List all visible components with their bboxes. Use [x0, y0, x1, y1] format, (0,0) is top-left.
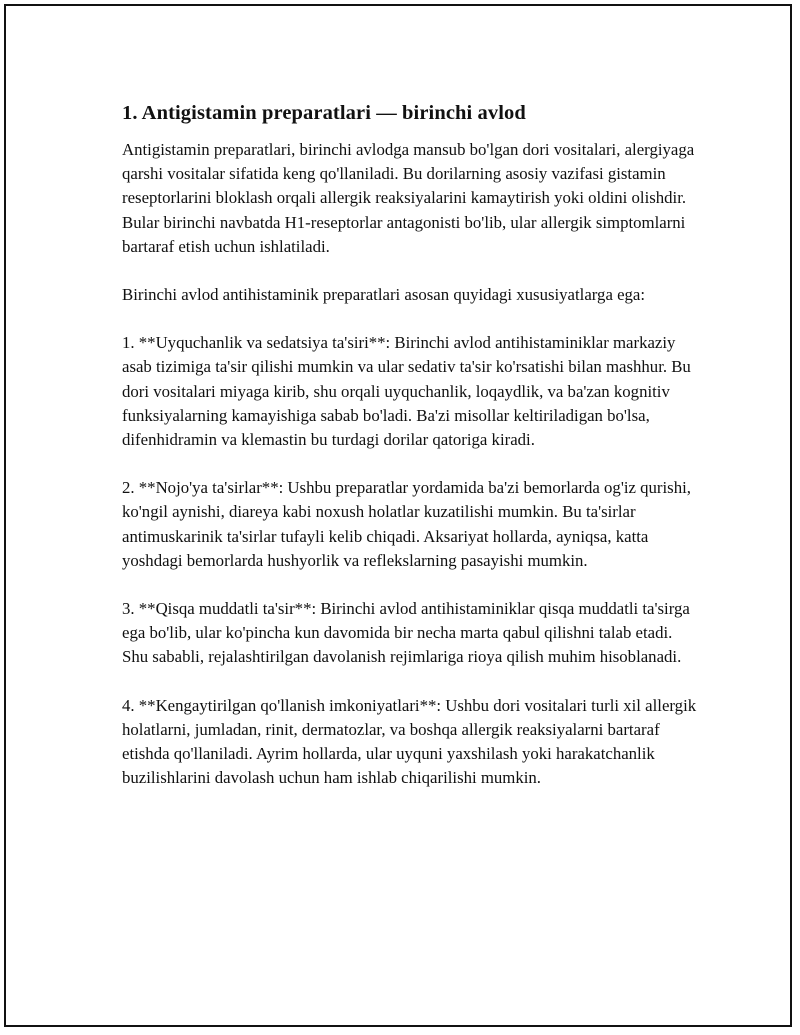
- features-intro-paragraph: Birinchi avlod antihistaminik preparatlari asosan quyidagi xususiyatlarga ega:: [122, 285, 646, 305]
- document-content: [122, 100, 702, 814]
- page-frame: [4, 4, 792, 1027]
- section-heading: 1. Antigistamin preparatlari — birinchi avlod: [122, 102, 526, 124]
- feature-sedation-paragraph: 1. **Uyquchanlik va sedatsiya ta'siri**: Birinchi avlod antihistaminiklar markaziy asab tizimiga ta'sir qilishi mumkin va ular sedativ ta'sir ko'rsatishi bilan mashhur. Bu dori vositalari miyaga kirib, shu orqali uyquchanlik, loqaydlik, va ba'zan kognitiv funksiyalarning kamayishiga sabab bo'ladi. Ba'zi misollar keltiriladigan bo'lsa, difenhidramin va klemastin bu turdagi dorilar qatoriga kiradi.: [122, 333, 691, 450]
- intro-paragraph: Antigistamin preparatlari, birinchi avlodga mansub bo'lgan dori vositalari, alergiyaga qarshi vositalar sifatida keng qo'llaniladi. Bu dorilarning asosiy vazifasi gistamin reseptorlarini bloklash orqali allergik reaksiyalarini kamaytirish yoki oldini olishdir. Bular birinchi navbatda H1-reseptorlar antagonisti bo'lib, ular allergik simptomlarni bartaraf etish uchun ishlatiladi.: [122, 140, 695, 256]
- feature-extended-use-paragraph: 4. **Kengaytirilgan qo'llanish imkoniyatlari**: Ushbu dori vositalari turli xil allergik holatlarni, jumladan, rinit, dermatozlar, va boshqa allergik reaksiyalarni bartaraf etishda qo'llaniladi. Ayrim hollarda, ular uyquni yaxshilash yoki harakatchanlik buzilishlarini davolash uchun ham ishlab chiqarilishi mumkin.: [122, 695, 697, 788]
- feature-short-duration-paragraph: 3. **Qisqa muddatli ta'sir**: Birinchi avlod antihistaminiklar qisqa muddatli ta'sirga ega bo'lib, ular ko'pincha kun davomida bir necha marta qabul qilishni talab etadi. Shu sababli, rejalashtirilgan davolanish rejimlariga rioya qilish muhim hisoblanadi.: [122, 599, 690, 667]
- feature-side-effects-paragraph: 2. **Nojo'ya ta'sirlar**: Ushbu preparatlar yordamida ba'zi bemorlarda og'iz qurishi, ko'ngil aynishi, diareya kabi noxush holatlar kuzatilishi mumkin. Bu ta'sirlar antimuskarinik ta'sirlar tufayli kelib chiqadi. Aksariyat hollarda, ayniqsa, katta yoshdagi bemorlarda hushyorlik va reflekslarning pasayishi mumkin.: [122, 478, 691, 570]
